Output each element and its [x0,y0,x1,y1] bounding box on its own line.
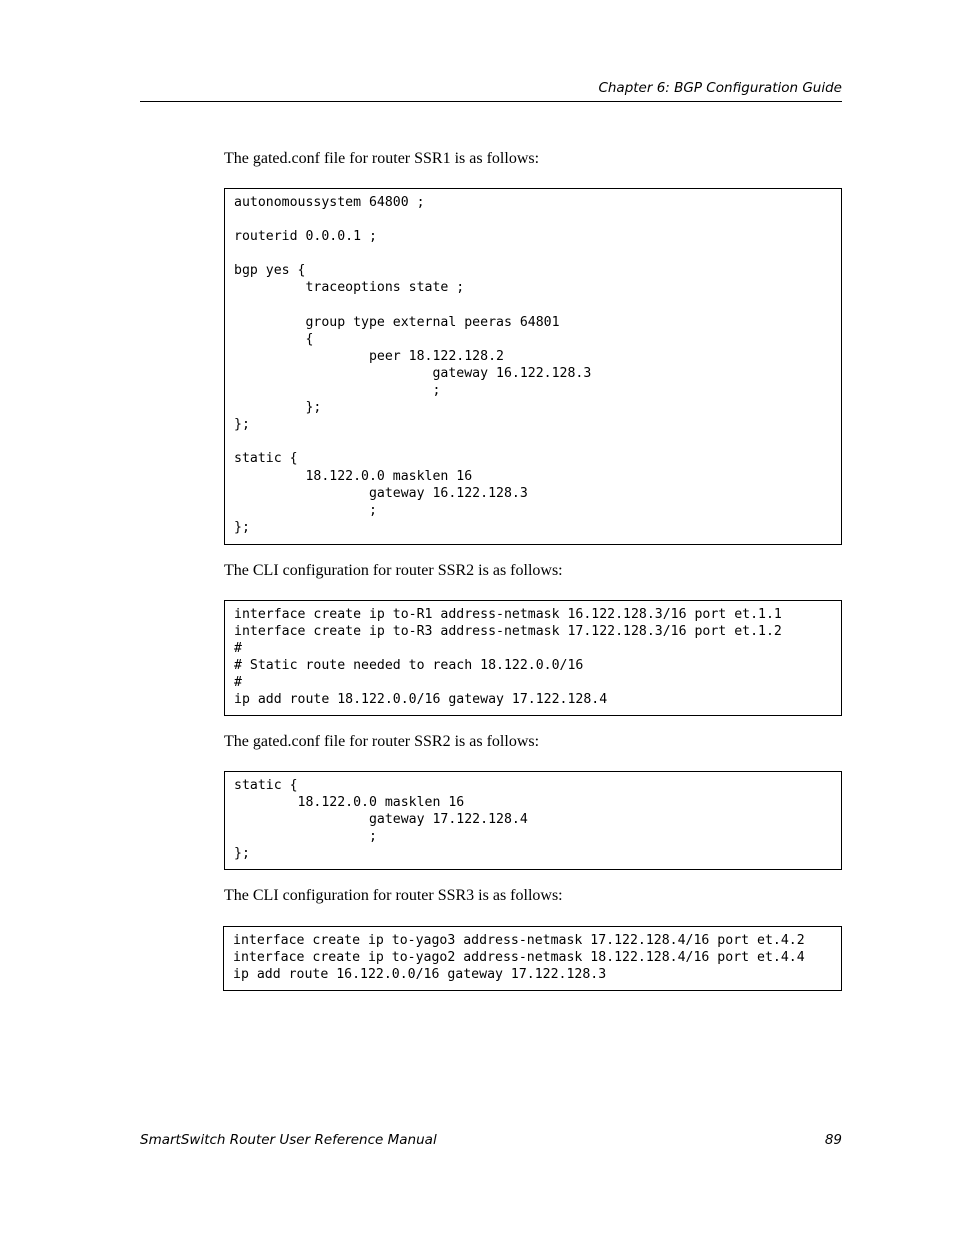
intro-ssr1-gated: The gated.conf file for router SSR1 is as follows: [224,150,540,167]
code-block-ssr3-cli: interface create ip to-yago3 address-netmask 17.122.128.4/16 port et.4.2 interface create ip to-yago2 address-netmask 18.122.128.4/16 port et.4.4 ip add route 16.122.0.0/16 gateway 17.122.128.3 [223,926,842,991]
footer-page-number: 89 [824,1132,842,1148]
code-block-ssr1-gated: autonomoussystem 64800 ; routerid 0.0.0.1 ; bgp yes { traceoptions state ; group type external peeras 64801 { peer 18.122.128.2 gateway 16.122.128.3 ; }; }; static { 18.122.0.0 masklen 16 gateway 16.122.128.3 ; }; [224,188,842,545]
code-block-ssr2-cli: interface create ip to-R1 address-netmask 16.122.128.3/16 port et.1.1 interface create ip to-R3 address-netmask 17.122.128.3/16 port et.1.2 # # Static route needed to reach 18.122.0.0/16 # ip add route 18.122.0.0/16 gateway 17.122.128.4 [224,600,842,716]
intro-ssr2-gated: The gated.conf file for router SSR2 is as follows: [224,733,540,750]
code-block-ssr2-gated: static { 18.122.0.0 masklen 16 gateway 17.122.128.4 ; }; [224,771,842,870]
page-header [140,78,842,102]
footer-manual-title: SmartSwitch Router User Reference Manual [140,1132,437,1148]
intro-ssr3-cli: The CLI configuration for router SSR3 is as follows: [224,887,563,904]
intro-ssr2-cli: The CLI configuration for router SSR2 is as follows: [224,562,563,579]
chapter-title: Chapter 6: BGP Configuration Guide [598,80,842,96]
